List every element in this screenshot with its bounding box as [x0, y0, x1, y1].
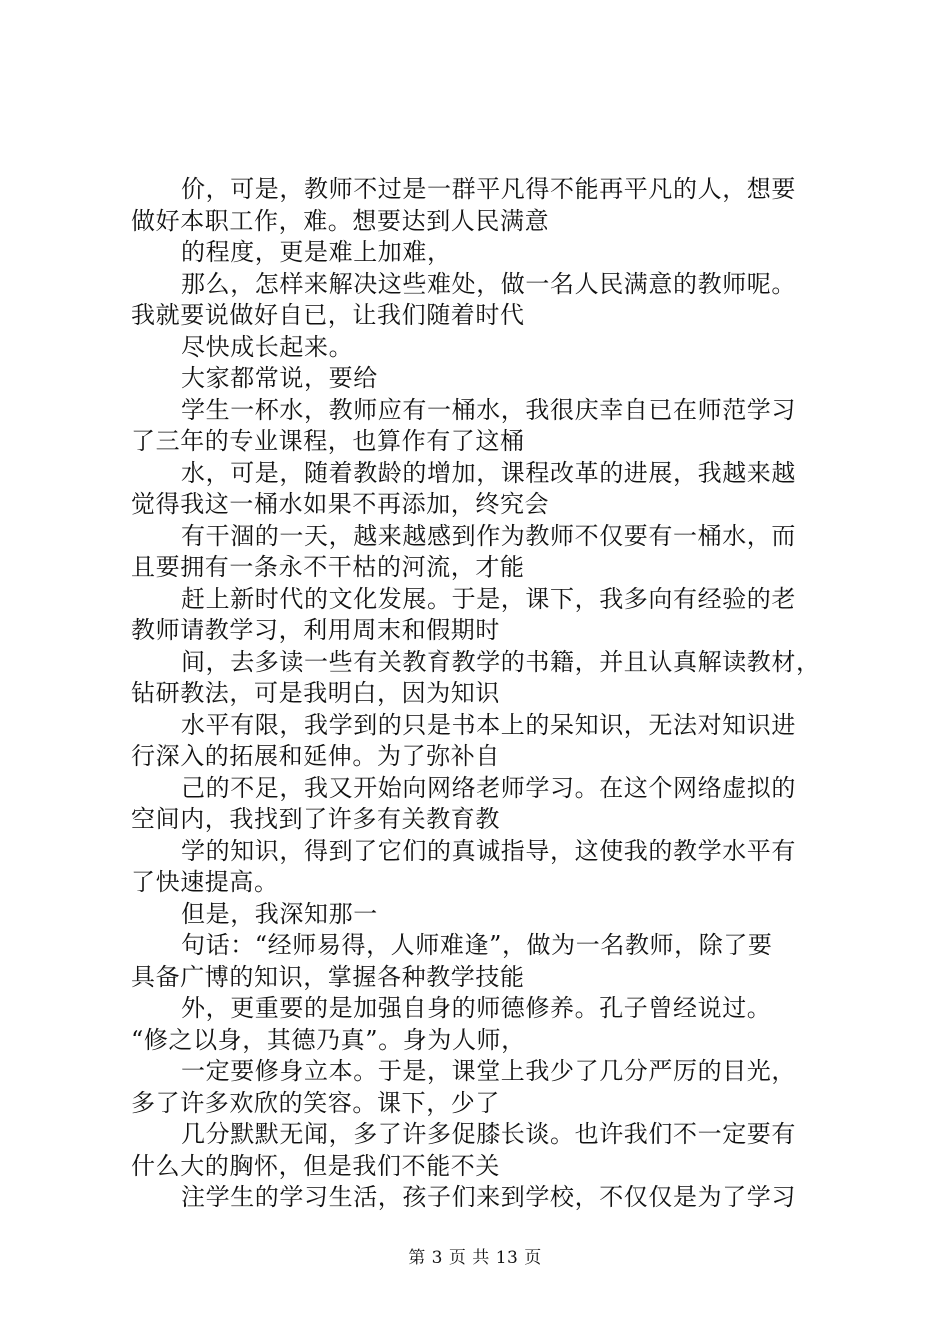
text-line: 句话：“经师易得，人师难逢”，做为一名教师，除了要	[181, 931, 773, 959]
text-line: 尽快成长起来。	[181, 332, 354, 361]
text-line: 具备广博的知识，掌握各种教学技能	[131, 962, 525, 991]
text-line: 了三年的专业课程，也算作有了这桶	[131, 427, 525, 455]
text-line: 那么，怎样来解决这些难处，做一名人民满意的教师呢。	[181, 269, 796, 298]
text-line: 己的不足，我又开始向网络老师学习。在这个网络虚拟的	[181, 773, 796, 802]
text-line: 一定要修身立本。于是，课堂上我少了几分严厉的目光，	[181, 1057, 796, 1085]
text-line: 但是，我深知那一	[181, 899, 378, 928]
body-text	[131, 174, 841, 1214]
text-line: 钻研教法，可是我明白，因为知识	[131, 679, 500, 707]
text-line: 教师请教学习，利用周末和假期时	[131, 616, 500, 644]
text-line: 有干涸的一天，越来越感到作为教师不仅要有一桶水，而	[181, 521, 796, 550]
text-line: 的程度，更是难上加难，	[181, 238, 452, 266]
text-line: 水，可是，随着教龄的增加，课程改革的进展，我越来越	[181, 458, 796, 487]
text-line: 水平有限，我学到的只是书本上的呆知识，无法对知识进	[181, 710, 796, 739]
text-line: 间，去多读一些有关教育教学的书籍，并且认真解读教材，	[181, 647, 821, 676]
text-line: 我就要说做好自已，让我们随着时代	[131, 301, 525, 329]
text-line: “修之以身，其德乃真”。身为人师，	[131, 1025, 526, 1054]
text-line: 了快速提高。	[131, 868, 279, 896]
text-line: 赶上新时代的文化发展。于是，课下，我多向有经验的老	[181, 584, 796, 613]
page-number-footer: 第 3 页 共 13 页	[408, 1248, 542, 1268]
text-line: 多了许多欢欣的笑容。课下，少了	[131, 1088, 500, 1117]
text-line: 几分默默无闻，多了许多促膝长谈。也许我们不一定要有	[181, 1120, 796, 1148]
text-line: 空间内，我找到了许多有关教育教	[131, 805, 500, 833]
text-line: 外，更重要的是加强自身的师德修养。孔子曾经说过。	[181, 994, 772, 1022]
text-line: 学生一杯水，教师应有一桶水，我很庆幸自已在师范学习	[181, 395, 796, 424]
text-line: 注学生的学习生活，孩子们来到学校，不仅仅是为了学习	[181, 1183, 796, 1211]
text-line: 做好本职工作，难。想要达到人民满意	[131, 206, 550, 235]
text-line: 行深入的拓展和延伸。为了弥补自	[131, 742, 500, 770]
text-line: 什么大的胸怀，但是我们不能不关	[131, 1151, 500, 1180]
text-line: 觉得我这一桶水如果不再添加，终究会	[131, 490, 550, 518]
text-line: 价，可是，教师不过是一群平凡得不能再平凡的人，想要	[181, 175, 796, 203]
text-line: 大家都常说，要给	[181, 364, 378, 392]
text-line: 学的知识，得到了它们的真诚指导，这使我的教学水平有	[181, 836, 796, 865]
text-line: 且要拥有一条永不干枯的河流，才能	[131, 553, 525, 581]
